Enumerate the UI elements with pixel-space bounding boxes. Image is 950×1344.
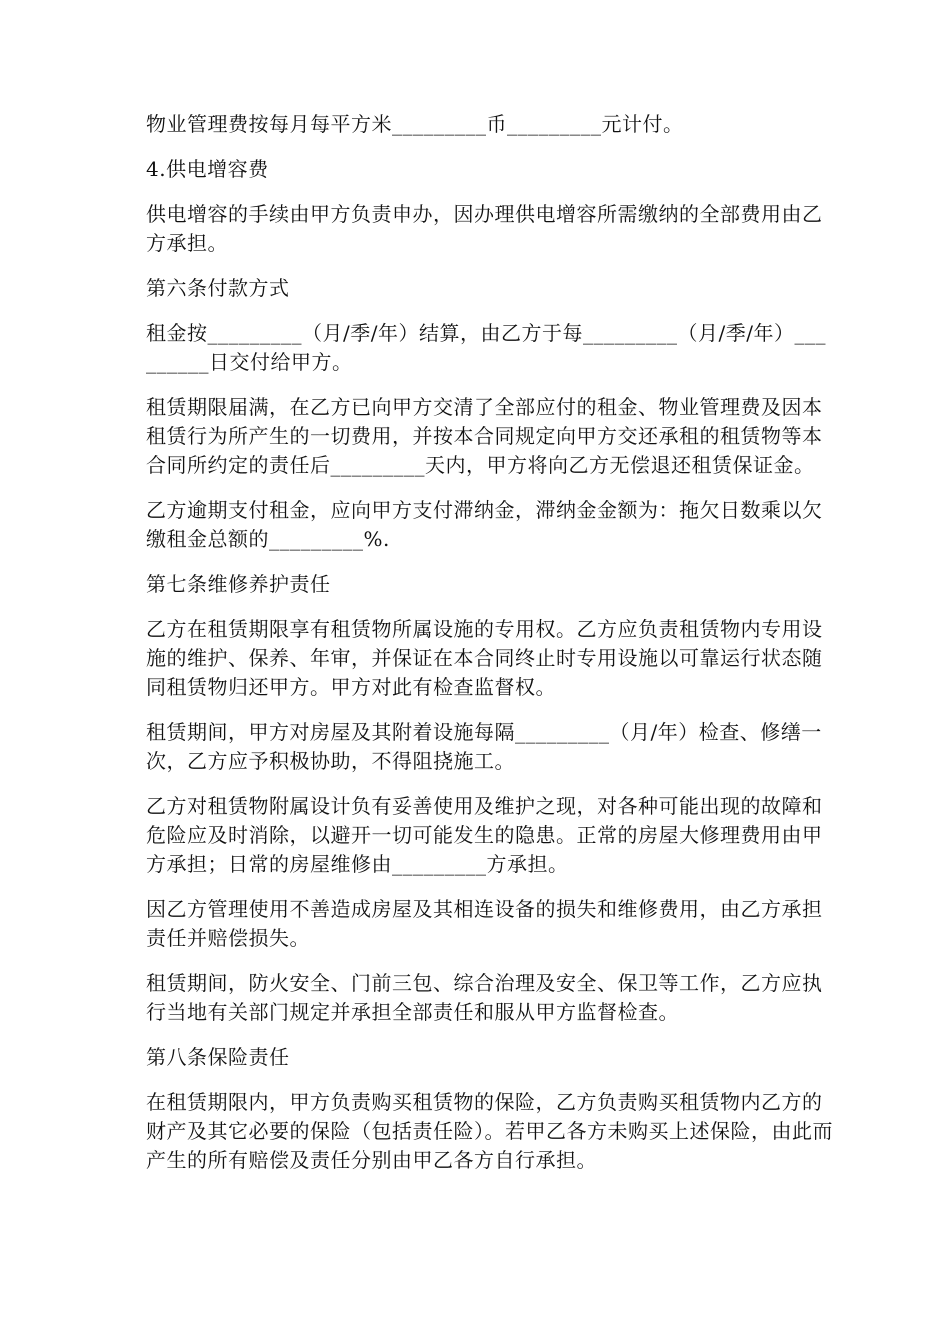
paragraph-rent-settlement: 租金按_________（月/季/年）结算，由乙方于每_________（月/季/年）_________日交付给甲方。 (146, 321, 826, 374)
heading-article-8: 第八条保险责任 (146, 1045, 290, 1069)
paragraph-insurance: 在租赁期限内，甲方负责购买租赁物的保险，乙方负责购买租赁物内乙方的财产及其它必要的保险（包括责任险）。若甲乙各方未购买上述保险，由此而产生的所有赔偿及责任分别由甲乙各方自行承担。 (146, 1090, 833, 1172)
heading-article-6: 第六条付款方式 (146, 276, 290, 300)
paragraph-late-fee: 乙方逾期支付租金，应向甲方支付滞纳金，滞纳金金额为：拖欠日数乘以欠缴租金总额的_________%. (146, 498, 823, 551)
heading-power-capacity-fee: 4.供电增容费 (146, 157, 269, 181)
paragraph-property-fee: 物业管理费按每月每平方米_________币_________元计付。 (146, 112, 684, 136)
paragraph-damage-liability: 因乙方管理使用不善造成房屋及其相连设备的损失和维修费用，由乙方承担责任并赔偿损失。 (146, 897, 823, 950)
paragraph-facility-rights: 乙方在租赁期限享有租赁物所属设施的专用权。乙方应负责租赁物内专用设施的维护、保养、年审，并保证在本合同终止时专用设施以可靠运行状态随同租赁物归还甲方。甲方对此有检查监督权。 (146, 617, 823, 699)
paragraph-maintenance: 乙方对租赁物附属设计负有妥善使用及维护之现，对各种可能出现的故障和危险应及时消除，以避开一切可能发生的隐患。正常的房屋大修理费用由甲方承担；日常的房屋维修由_________方承担。 (146, 794, 823, 876)
paragraph-inspection: 租赁期间，甲方对房屋及其附着设施每隔_________（月/年）检查、修缮一次，乙方应予积极协助，不得阻挠施工。 (146, 720, 822, 773)
paragraph-power-capacity: 供电增容的手续由甲方负责申办，因办理供电增容所需缴纳的全部费用由乙方承担。 (146, 202, 823, 255)
paragraph-safety: 租赁期间，防火安全、门前三包、综合治理及安全、保卫等工作，乙方应执行当地有关部门规定并承担全部责任和服从甲方监督检查。 (146, 971, 823, 1024)
document-body (146, 110, 836, 1191)
paragraph-deposit-refund: 租赁期限届满，在乙方已向甲方交清了全部应付的租金、物业管理费及因本租赁行为所产生的一切费用，并按本合同规定向甲方交还承租的租赁物等本合同所约定的责任后_________天内，甲方将向乙方无偿退还租赁保证金。 (146, 395, 823, 477)
heading-article-7: 第七条维修养护责任 (146, 572, 331, 596)
